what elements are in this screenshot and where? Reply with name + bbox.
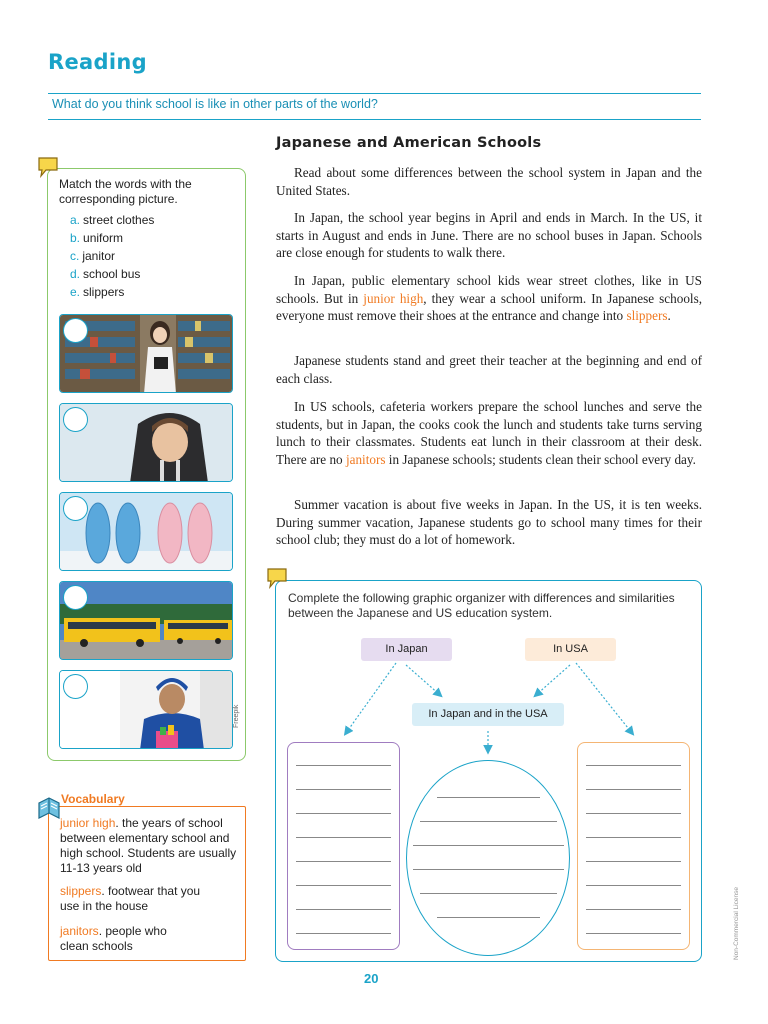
speech-bubble-icon (36, 156, 60, 178)
answer-circle[interactable] (63, 585, 88, 610)
article-paragraph: In US schools, cafeteria workers prepare the school lunches and serve the students, but in Japan, the cooks cook the lunch and students take turns serving lunch to their classmates. Students eat lunch in their classroom at their desk. There are no janitors in Japanese schools; students clean their school every day. (276, 399, 702, 467)
answer-circle[interactable] (63, 674, 88, 699)
both-answer-circle[interactable] (406, 760, 570, 956)
question-rule-top (48, 93, 701, 94)
photo-janitor (59, 670, 233, 749)
list-item: c. janitor (70, 249, 116, 263)
photo-credit: Freepik (233, 704, 240, 728)
photo-uniform (59, 314, 233, 393)
vocabulary-entry: janitors. people who clean schools (60, 924, 167, 953)
vocabulary-entry: junior high. the years of school between elementary school and high school. Students are usually 11-13 years old (60, 816, 237, 875)
page-number: 20 (364, 971, 379, 986)
article-paragraph: Summer vacation is about five weeks in Japan. In the US, it is ten weeks. During summer vacation, Japanese students go to school many times for their school club; they must do a lot of homework. (276, 497, 702, 547)
article-paragraph: In Japan, public elementary school kids wear street clothes, like in US schools. But in junior high, they wear a school uniform. In Japanese schools, everyone must remove their shoes at the entrance and change into slippers. (276, 273, 703, 323)
answer-circle[interactable] (63, 407, 88, 432)
photo-slippers (59, 492, 233, 571)
warmup-question: What do you think school is like in other parts of the world? (52, 97, 378, 111)
article-paragraph: Read about some differences between the school system in Japan and the United States. (276, 165, 702, 198)
answer-circle[interactable] (63, 496, 88, 521)
organizer-instruction: Complete the following graphic organizer with differences and similarities between the Japanese and US education system. (288, 591, 675, 620)
word-list (70, 211, 154, 301)
speech-bubble-icon (265, 567, 289, 589)
usa-label: In USA (525, 638, 616, 661)
match-instruction: Match the words with the corresponding picture. (59, 177, 192, 206)
list-item: a. street clothes (70, 213, 155, 227)
article-title: Japanese and American Schools (276, 135, 542, 151)
list-item: b. uniform (70, 231, 124, 245)
article-paragraph: Japanese students stand and greet their teacher at the beginning and end of each class. (276, 353, 702, 386)
vocabulary-entry: slippers. footwear that you use in the house (60, 884, 201, 913)
vocabulary-title: Vocabulary (61, 792, 125, 806)
japan-answer-box[interactable] (287, 742, 400, 950)
usa-answer-box[interactable] (577, 742, 690, 950)
list-item: e. slippers (70, 285, 125, 299)
organizer-arrows (276, 655, 702, 755)
article-paragraph: In Japan, the school year begins in April and ends in March. In the US, it starts in August and ends in June. There are no school buses in Japan. Schools are close enough for students to walk there. (276, 210, 702, 260)
list-item: d. school bus (70, 267, 141, 281)
photo-street-clothes (59, 403, 233, 482)
book-icon (36, 795, 62, 821)
question-rule-bottom (48, 119, 701, 120)
photo-school-bus (59, 581, 233, 660)
japan-label: In Japan (361, 638, 452, 661)
answer-circle[interactable] (63, 318, 88, 343)
both-label: In Japan and in the USA (412, 703, 564, 726)
license-note: Non-Commercial License (733, 887, 740, 960)
section-title: Reading (48, 50, 147, 74)
